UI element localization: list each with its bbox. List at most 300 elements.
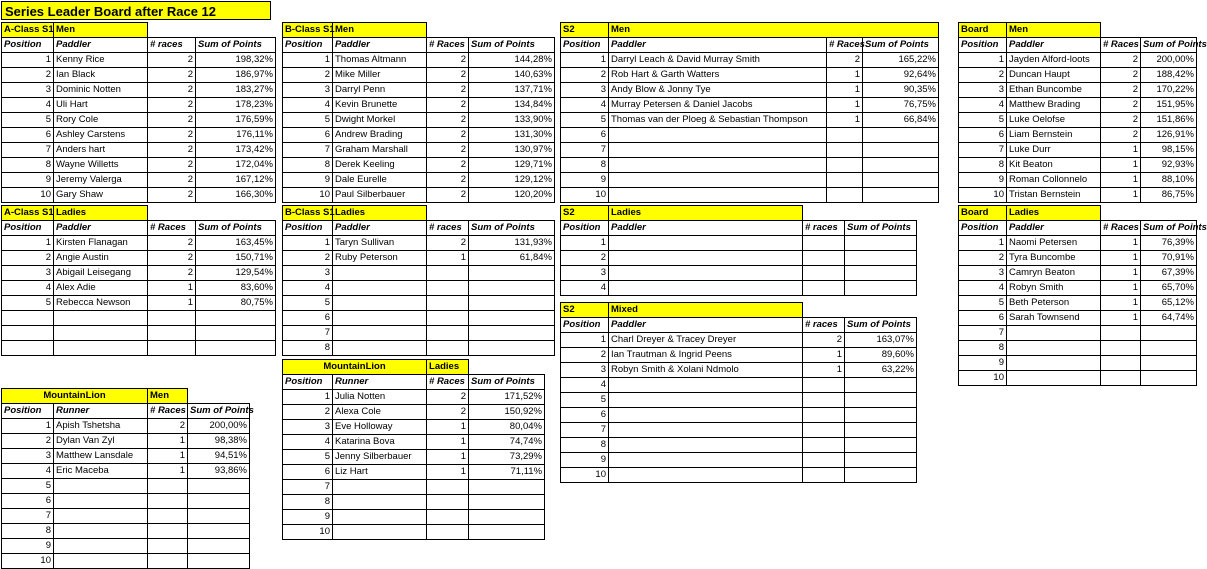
name-cell: Kenny Rice: [54, 53, 148, 68]
races-cell: [803, 453, 845, 468]
name-cell: Duncan Haupt: [1007, 68, 1101, 83]
points-cell: 131,93%: [469, 236, 555, 251]
position-cell: 4: [561, 98, 609, 113]
position-cell: 4: [2, 98, 54, 113]
points-cell: 74,74%: [469, 435, 545, 450]
table-mountainlion-ladies: [282, 359, 545, 540]
races-cell: [827, 158, 863, 173]
table-row: [2, 479, 250, 494]
column-header: Position: [2, 38, 54, 53]
group-label: Ladies: [1007, 206, 1101, 221]
races-cell: [148, 509, 188, 524]
races-cell: 1: [427, 465, 469, 480]
position-cell: 1: [561, 333, 609, 348]
name-cell: Naomi Petersen: [1007, 236, 1101, 251]
name-cell: Kevin Brunette: [333, 98, 427, 113]
name-cell: [333, 480, 427, 495]
points-cell: [845, 408, 917, 423]
points-cell: 73,29%: [469, 450, 545, 465]
races-cell: 1: [803, 348, 845, 363]
column-header: Runner: [333, 375, 427, 390]
points-cell: 140,63%: [469, 68, 555, 83]
races-cell: 1: [148, 449, 188, 464]
races-cell: [803, 236, 845, 251]
races-cell: [427, 510, 469, 525]
column-header: Runner: [54, 404, 148, 419]
points-cell: 71,11%: [469, 465, 545, 480]
points-cell: [469, 266, 555, 281]
column-header: Sum of Points: [196, 38, 276, 53]
races-cell: [803, 408, 845, 423]
position-cell: 7: [959, 143, 1007, 158]
column-header: Position: [283, 375, 333, 390]
table-row: [283, 53, 555, 68]
column-header: Position: [561, 318, 609, 333]
table-row: [283, 495, 545, 510]
name-cell: Rob Hart & Garth Watters: [609, 68, 827, 83]
table-row: [283, 113, 555, 128]
points-cell: [863, 143, 939, 158]
position-cell: 6: [561, 128, 609, 143]
header-spacer: [148, 206, 276, 221]
races-cell: 1: [1101, 266, 1141, 281]
races-cell: [803, 423, 845, 438]
name-cell: Thomas van der Ploeg & Sebastian Thompson: [609, 113, 827, 128]
points-cell: 150,92%: [469, 405, 545, 420]
table-title-row: [561, 23, 939, 38]
races-cell: [803, 378, 845, 393]
races-cell: 2: [427, 68, 469, 83]
class-label: Board: [959, 23, 1007, 38]
points-cell: [469, 510, 545, 525]
position-cell: 5: [561, 393, 609, 408]
races-cell: 2: [427, 173, 469, 188]
points-cell: 166,30%: [196, 188, 276, 203]
table-row: [561, 251, 917, 266]
name-cell: [609, 378, 803, 393]
name-cell: Andrew Brading: [333, 128, 427, 143]
position-cell: 10: [2, 188, 54, 203]
points-cell: 176,11%: [196, 128, 276, 143]
position-cell: 6: [959, 311, 1007, 326]
name-cell: Jeremy Valerga: [54, 173, 148, 188]
races-cell: 2: [427, 143, 469, 158]
column-header: # races: [803, 221, 845, 236]
points-cell: 133,90%: [469, 113, 555, 128]
class-label: MountainLion: [2, 389, 148, 404]
points-cell: 76,75%: [863, 98, 939, 113]
points-cell: [469, 311, 555, 326]
races-cell: [803, 281, 845, 296]
table-row: [2, 311, 276, 326]
table-row: [283, 236, 555, 251]
table-row: [283, 420, 545, 435]
column-header: Sum of Points: [845, 318, 917, 333]
races-cell: [427, 341, 469, 356]
points-cell: [845, 423, 917, 438]
name-cell: Matthew Brading: [1007, 98, 1101, 113]
races-cell: [427, 326, 469, 341]
table-row: [2, 341, 276, 356]
races-cell: 2: [148, 251, 196, 266]
name-cell: Kirsten Flanagan: [54, 236, 148, 251]
points-cell: 183,27%: [196, 83, 276, 98]
name-cell: [609, 158, 827, 173]
races-cell: [427, 266, 469, 281]
races-cell: [803, 393, 845, 408]
name-cell: [54, 341, 148, 356]
points-cell: 70,91%: [1141, 251, 1197, 266]
column-header: Position: [2, 221, 54, 236]
races-cell: 1: [827, 68, 863, 83]
position-cell: 8: [2, 158, 54, 173]
points-cell: 172,04%: [196, 158, 276, 173]
name-cell: Derek Keeling: [333, 158, 427, 173]
header-spacer: [1101, 23, 1197, 38]
position-cell: 4: [959, 98, 1007, 113]
name-cell: [609, 468, 803, 483]
name-cell: Andy Blow & Jonny Tye: [609, 83, 827, 98]
name-cell: Anders hart: [54, 143, 148, 158]
races-cell: [827, 173, 863, 188]
table-row: [561, 128, 939, 143]
position-cell: 5: [2, 296, 54, 311]
name-cell: [333, 281, 427, 296]
races-cell: 1: [1101, 296, 1141, 311]
table-row: [2, 296, 276, 311]
points-cell: 151,95%: [1141, 98, 1197, 113]
position-cell: [2, 311, 54, 326]
points-cell: 98,38%: [188, 434, 250, 449]
column-header: Paddler: [333, 221, 427, 236]
table-row: [959, 158, 1197, 173]
position-cell: 5: [283, 450, 333, 465]
name-cell: Katarina Bova: [333, 435, 427, 450]
points-cell: 80,75%: [196, 296, 276, 311]
races-cell: 1: [1101, 281, 1141, 296]
points-cell: [845, 453, 917, 468]
table-row: [959, 128, 1197, 143]
position-cell: 10: [561, 468, 609, 483]
name-cell: Liam Bernstein: [1007, 128, 1101, 143]
table-row: [561, 236, 917, 251]
name-cell: [609, 423, 803, 438]
name-cell: Camryn Beaton: [1007, 266, 1101, 281]
name-cell: [333, 266, 427, 281]
name-cell: Rory Cole: [54, 113, 148, 128]
header-spacer: [188, 389, 250, 404]
name-cell: Alex Adie: [54, 281, 148, 296]
points-cell: 120,20%: [469, 188, 555, 203]
name-cell: Alexa Cole: [333, 405, 427, 420]
name-cell: [609, 408, 803, 423]
name-cell: [333, 525, 427, 540]
points-cell: 63,22%: [845, 363, 917, 378]
header-spacer: [427, 23, 555, 38]
name-cell: Luke Oelofse: [1007, 113, 1101, 128]
races-cell: 2: [427, 83, 469, 98]
name-cell: Ian Black: [54, 68, 148, 83]
table-s2-men: [560, 22, 939, 203]
name-cell: [609, 438, 803, 453]
position-cell: 9: [959, 356, 1007, 371]
points-cell: 150,71%: [196, 251, 276, 266]
table-row: [959, 113, 1197, 128]
table-row: [561, 98, 939, 113]
races-cell: 1: [148, 434, 188, 449]
table-row: [561, 68, 939, 83]
table-row: [283, 281, 555, 296]
races-cell: 2: [1101, 68, 1141, 83]
name-cell: Gary Shaw: [54, 188, 148, 203]
position-cell: 5: [2, 479, 54, 494]
position-cell: 9: [283, 173, 333, 188]
races-cell: 2: [148, 143, 196, 158]
table-row: [561, 393, 917, 408]
races-cell: [427, 480, 469, 495]
position-cell: 6: [561, 408, 609, 423]
table-title-row: [283, 206, 555, 221]
position-cell: 4: [283, 435, 333, 450]
position-cell: 3: [561, 266, 609, 281]
table-row: [2, 173, 276, 188]
table-row: [2, 158, 276, 173]
name-cell: Graham Marshall: [333, 143, 427, 158]
name-cell: Ethan Buncombe: [1007, 83, 1101, 98]
position-cell: 1: [561, 53, 609, 68]
column-header-row: [561, 318, 917, 333]
position-cell: 5: [283, 296, 333, 311]
group-label: Men: [54, 23, 148, 38]
races-cell: 2: [427, 53, 469, 68]
table-row: [283, 266, 555, 281]
table-row: [283, 311, 555, 326]
group-label: Men: [333, 23, 427, 38]
points-cell: 92,64%: [863, 68, 939, 83]
name-cell: Dominic Notten: [54, 83, 148, 98]
points-cell: 83,60%: [196, 281, 276, 296]
table-row: [959, 83, 1197, 98]
class-label: A-Class S1: [2, 206, 54, 221]
races-cell: 1: [427, 420, 469, 435]
page-title: Series Leader Board after Race 12: [1, 1, 271, 20]
position-cell: 4: [2, 281, 54, 296]
name-cell: [54, 539, 148, 554]
position-cell: 1: [2, 419, 54, 434]
points-cell: 176,59%: [196, 113, 276, 128]
points-cell: 163,07%: [845, 333, 917, 348]
table-row: [283, 68, 555, 83]
name-cell: Ashley Carstens: [54, 128, 148, 143]
position-cell: [2, 341, 54, 356]
position-cell: 8: [561, 438, 609, 453]
position-cell: 3: [561, 83, 609, 98]
races-cell: [427, 311, 469, 326]
races-cell: [427, 296, 469, 311]
races-cell: 2: [427, 390, 469, 405]
name-cell: [609, 393, 803, 408]
position-cell: 5: [2, 113, 54, 128]
table-mountainlion-men: [1, 388, 254, 569]
position-cell: 5: [561, 113, 609, 128]
name-cell: Jenny Silberbauer: [333, 450, 427, 465]
position-cell: 3: [2, 449, 54, 464]
name-cell: [609, 143, 827, 158]
position-cell: 3: [283, 420, 333, 435]
races-cell: 2: [427, 128, 469, 143]
name-cell: [54, 524, 148, 539]
races-cell: [148, 326, 196, 341]
position-cell: 2: [561, 348, 609, 363]
column-header: Position: [561, 38, 609, 53]
races-cell: [148, 479, 188, 494]
races-cell: [827, 143, 863, 158]
points-cell: 90,35%: [863, 83, 939, 98]
header-spacer: [803, 206, 917, 221]
position-cell: 3: [561, 363, 609, 378]
name-cell: Angie Austin: [54, 251, 148, 266]
table-row: [2, 83, 276, 98]
column-header-row: [561, 221, 917, 236]
position-cell: 3: [959, 266, 1007, 281]
header-spacer: [148, 23, 276, 38]
points-cell: [469, 296, 555, 311]
name-cell: [609, 188, 827, 203]
position-cell: 2: [959, 68, 1007, 83]
column-header: Sum of Points: [188, 404, 250, 419]
position-cell: 2: [2, 434, 54, 449]
column-header-row: [959, 38, 1197, 53]
column-header: Sum of Points: [469, 221, 555, 236]
class-label: S2: [561, 23, 609, 38]
points-cell: 129,54%: [196, 266, 276, 281]
position-cell: 4: [2, 464, 54, 479]
races-cell: [427, 525, 469, 540]
races-cell: 1: [148, 296, 196, 311]
table-row: [283, 143, 555, 158]
points-cell: 170,22%: [1141, 83, 1197, 98]
races-cell: 2: [148, 236, 196, 251]
table-row: [2, 281, 276, 296]
position-cell: 8: [283, 341, 333, 356]
races-cell: 2: [148, 128, 196, 143]
table-row: [959, 311, 1197, 326]
races-cell: 1: [827, 98, 863, 113]
table-row: [2, 326, 276, 341]
points-cell: 198,32%: [196, 53, 276, 68]
column-header: # Races: [148, 221, 196, 236]
points-cell: 92,93%: [1141, 158, 1197, 173]
points-cell: 65,12%: [1141, 296, 1197, 311]
table-row: [561, 423, 917, 438]
position-cell: 2: [959, 251, 1007, 266]
table-row: [283, 296, 555, 311]
name-cell: Robyn Smith: [1007, 281, 1101, 296]
table-row: [561, 158, 939, 173]
races-cell: 2: [827, 53, 863, 68]
name-cell: Paul Silberbauer: [333, 188, 427, 203]
name-cell: Dylan Van Zyl: [54, 434, 148, 449]
table-aclass-ladies: [1, 205, 276, 356]
table-row: [2, 464, 250, 479]
column-header: Paddler: [1007, 221, 1101, 236]
group-label: Mixed: [609, 303, 803, 318]
table-row: [2, 98, 276, 113]
class-label: A-Class S1: [2, 23, 54, 38]
name-cell: [609, 236, 803, 251]
races-cell: 2: [427, 98, 469, 113]
column-header-row: [561, 38, 939, 53]
table-row: [959, 188, 1197, 203]
points-cell: 66,84%: [863, 113, 939, 128]
position-cell: 9: [561, 453, 609, 468]
position-cell: 4: [561, 281, 609, 296]
position-cell: 6: [283, 465, 333, 480]
position-cell: 2: [2, 251, 54, 266]
races-cell: 2: [1101, 98, 1141, 113]
position-cell: 4: [959, 281, 1007, 296]
position-cell: 10: [283, 188, 333, 203]
table-row: [2, 509, 250, 524]
table-row: [283, 158, 555, 173]
races-cell: 2: [148, 83, 196, 98]
name-cell: Abigail Leisegang: [54, 266, 148, 281]
position-cell: 8: [2, 524, 54, 539]
points-cell: 76,39%: [1141, 236, 1197, 251]
class-label: B-Class S1: [283, 23, 333, 38]
group-label: Ladies: [427, 360, 469, 375]
position-cell: 1: [283, 53, 333, 68]
table-row: [959, 173, 1197, 188]
name-cell: Dwight Morkel: [333, 113, 427, 128]
races-cell: 2: [1101, 113, 1141, 128]
table-title-row: [561, 303, 917, 318]
name-cell: Wayne Willetts: [54, 158, 148, 173]
points-cell: [845, 393, 917, 408]
group-label: Ladies: [333, 206, 427, 221]
group-label: Men: [609, 23, 939, 38]
races-cell: [1101, 356, 1141, 371]
name-cell: [1007, 356, 1101, 371]
races-cell: 2: [1101, 53, 1141, 68]
table-row: [2, 68, 276, 83]
name-cell: Murray Petersen & Daniel Jacobs: [609, 98, 827, 113]
table-row: [283, 465, 545, 480]
column-header: # Races: [148, 404, 188, 419]
position-cell: 10: [959, 188, 1007, 203]
column-header: Position: [959, 38, 1007, 53]
name-cell: [609, 266, 803, 281]
table-row: [561, 348, 917, 363]
table-row: [561, 378, 917, 393]
column-header: Sum of Points: [469, 375, 545, 390]
points-cell: [188, 494, 250, 509]
points-cell: 137,71%: [469, 83, 555, 98]
header-spacer: [1101, 206, 1197, 221]
table-row: [2, 494, 250, 509]
table-row: [283, 98, 555, 113]
name-cell: [1007, 341, 1101, 356]
table-row: [283, 188, 555, 203]
class-label: MountainLion: [283, 360, 427, 375]
name-cell: [54, 554, 148, 569]
points-cell: [469, 495, 545, 510]
column-header: Paddler: [1007, 38, 1101, 53]
position-cell: 1: [2, 236, 54, 251]
name-cell: Darryl Leach & David Murray Smith: [609, 53, 827, 68]
races-cell: 1: [1101, 158, 1141, 173]
races-cell: 2: [1101, 83, 1141, 98]
